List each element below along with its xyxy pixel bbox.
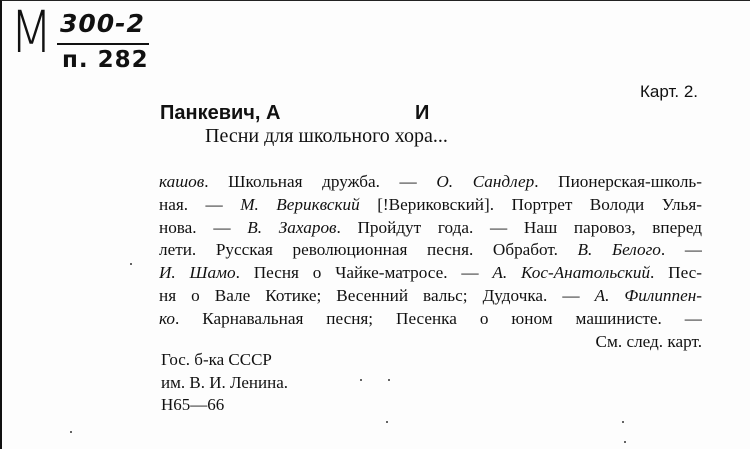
speck	[388, 379, 390, 381]
contents-note	[159, 171, 702, 353]
contents-name: кашов	[159, 172, 205, 191]
speck	[622, 421, 624, 423]
speck	[130, 263, 132, 265]
author-name: Панкевич, А	[160, 102, 281, 124]
contents-text: ня о Вале Котике; Весенний вальс; Дудочка. —	[159, 285, 595, 305]
card-print-code: Н65—66	[161, 395, 225, 414]
shelf-mark-divider	[57, 43, 149, 45]
contents-name: И. Шамо	[159, 263, 236, 283]
library-stamp	[161, 349, 288, 417]
contents-text: лети. Русская революционная песня. Обработ.	[159, 240, 578, 260]
contents-name: А. Филиппен-	[594, 285, 702, 305]
card-number: Карт. 2.	[640, 82, 698, 101]
author-initial: И	[415, 102, 430, 124]
speck	[360, 379, 362, 381]
contents-text: [!Вериковский]. Портрет Володи Улья-	[359, 194, 702, 214]
contents-name: ко	[159, 308, 175, 328]
continuation-note: См. след. карт.	[595, 331, 702, 351]
contents-text: ная. —	[159, 194, 241, 214]
contents-text: . Карнавальная песня; Песенка о юном машинисте. —	[174, 308, 702, 328]
contents-text: . Пес-	[650, 263, 702, 283]
contents-line	[159, 217, 702, 240]
contents-name: В. Белого	[577, 240, 661, 260]
contents-name: М. Вериквский	[240, 194, 360, 214]
contents-name: В. Захаров	[247, 217, 337, 237]
speck	[386, 421, 388, 423]
work-title: Песни для школьного хора...	[205, 125, 448, 147]
contents-name: А. Кос-Анатольский	[492, 263, 651, 283]
contents-text: . Школьная дружба. —	[204, 172, 437, 191]
contents-line	[159, 308, 702, 331]
contents-line	[159, 171, 702, 194]
contents-text: нова. —	[159, 217, 248, 237]
contents-line	[159, 285, 702, 308]
speck	[624, 441, 626, 443]
contents-line	[159, 262, 702, 285]
library-name: Гос. б-ка СССР	[161, 350, 272, 369]
contents-text: . Пионерская-школь-	[534, 172, 702, 191]
shelf-mark-bottom: п. 282	[62, 47, 149, 73]
speck	[70, 431, 72, 433]
contents-text: . Песня о Чайке-матросе. —	[235, 263, 493, 283]
contents-line	[159, 194, 702, 217]
handwritten-letter: М	[10, 0, 53, 66]
contents-text: . —	[660, 240, 702, 260]
contents-line	[159, 239, 702, 262]
library-dedication: им. В. И. Ленина.	[161, 372, 289, 392]
shelf-mark-top: 300-2	[60, 9, 145, 38]
contents-text: . Пройдут года. — Наш паровоз, вперед	[336, 217, 702, 237]
contents-name: О. Сандлер	[436, 172, 535, 191]
